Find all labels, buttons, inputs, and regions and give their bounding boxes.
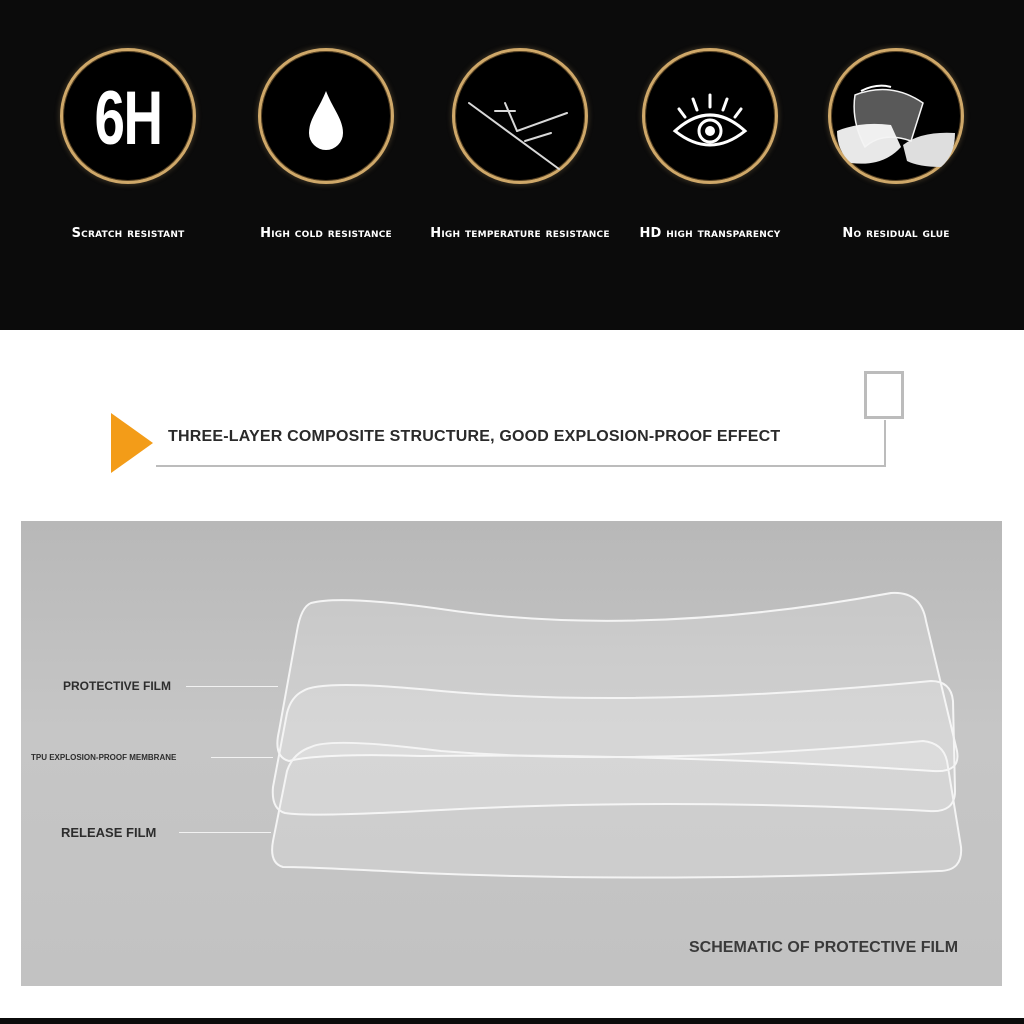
feature-no-residual-glue — [786, 48, 1006, 241]
features-band — [0, 0, 1024, 330]
divider-line — [156, 465, 886, 467]
feature-scratch-resistant — [18, 48, 238, 241]
structure-headline: THREE-LAYER COMPOSITE STRUCTURE, GOOD EXPLOSION-PROOF EFFECT — [168, 428, 781, 445]
peeling-film-icon — [828, 48, 964, 184]
leader-line — [211, 757, 273, 758]
feature-high-cold-resistance — [216, 48, 436, 241]
water-drop-icon — [258, 48, 394, 184]
bottom-edge-bar — [0, 1018, 1024, 1024]
layer-label-release-film: RELEASE FILM — [61, 825, 157, 840]
feature-label: HD high transparency — [639, 226, 781, 241]
feature-high-temperature-resistance — [410, 48, 630, 241]
6h-hardness-icon — [60, 48, 196, 184]
feature-label: High cold resistance — [260, 226, 392, 241]
square-outline-icon — [864, 371, 904, 419]
schematic-caption: SCHEMATIC OF PROTECTIVE FILM — [689, 939, 959, 956]
feature-label: Scratch resistant — [71, 226, 185, 241]
hardness-rating: 6H — [94, 76, 162, 161]
layer-label-tpu-membrane: TPU EXPLOSION-PROOF MEMBRANE — [31, 753, 177, 762]
eye-icon — [642, 48, 778, 184]
schematic-panel — [21, 521, 1002, 986]
crack-lines-icon — [452, 48, 588, 184]
feature-label: No residual glue — [842, 226, 950, 241]
leader-line — [179, 832, 271, 833]
feature-label: High temperature resistance — [430, 226, 610, 241]
release-film-layer — [272, 741, 961, 878]
leader-line — [186, 686, 278, 687]
divider-connector — [884, 420, 886, 467]
layer-label-protective-film: PROTECTIVE FILM — [63, 679, 171, 693]
orange-arrow-icon — [111, 413, 153, 473]
